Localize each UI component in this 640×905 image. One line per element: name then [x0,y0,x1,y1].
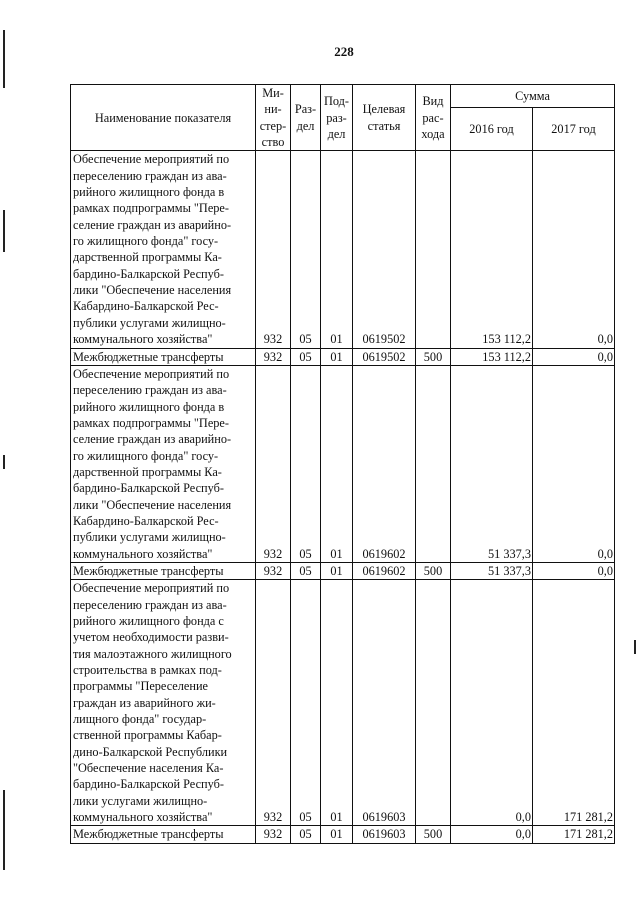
row-expense-type [416,365,451,562]
row-section: 05 [291,562,321,579]
row-expense-type [416,151,451,348]
row-sum-2017: 0,0 [533,365,615,562]
row-expense-type: 500 [416,826,451,843]
row-target: 0619502 [353,348,416,365]
row-section: 05 [291,826,321,843]
row-subsection: 01 [321,365,353,562]
row-target: 0619603 [353,580,416,826]
row-ministry: 932 [256,826,291,843]
table-row [71,365,615,562]
row-sum-2017: 0,0 [533,562,615,579]
header-sum: Сумма [451,85,615,108]
row-ministry: 932 [256,365,291,562]
right-margin-mark [634,640,636,654]
header-subsection: Под- раз- дел [321,85,353,151]
row-subsection: 01 [321,151,353,348]
left-margin-mark [3,455,5,469]
header-target: Целевая статья [353,85,416,151]
row-section: 05 [291,580,321,826]
row-ministry: 932 [256,562,291,579]
row-expense-type: 500 [416,562,451,579]
header-year-2017: 2017 год [533,108,615,151]
row-sum-2016: 153 112,2 [451,151,533,348]
row-sum-2016: 0,0 [451,826,533,843]
row-name: Межбюджетные трансферты [71,826,256,843]
row-sum-2016: 153 112,2 [451,348,533,365]
row-expense-type: 500 [416,348,451,365]
row-sum-2016: 51 337,3 [451,562,533,579]
table-row [71,348,615,365]
table-row [71,562,615,579]
row-sum-2017: 0,0 [533,348,615,365]
row-sum-2017: 171 281,2 [533,580,615,826]
row-ministry: 932 [256,151,291,348]
row-sum-2016: 51 337,3 [451,365,533,562]
row-name: Обеспечение мероприятий по переселению граждан из ава- рийного жилищного фонда с учетом необходимости разви- тия малоэтажного жилищного строительства в рамках под- программы "Переселение граждан из аварийного жи- лищного фонда" государ- ственной программы Кабар- дино-Балкарской Республики "Обеспечение населения Ка- бардино-Балкарской Респуб- лики услугами жилищно- коммунального хозяйства" [71,580,256,826]
row-section: 05 [291,365,321,562]
header-year-2016: 2016 год [451,108,533,151]
row-target: 0619602 [353,365,416,562]
row-target: 0619603 [353,826,416,843]
budget-table [70,84,615,844]
left-margin-mark [3,210,5,252]
row-name: Межбюджетные трансферты [71,348,256,365]
table-row [71,580,615,826]
row-sum-2016: 0,0 [451,580,533,826]
row-subsection: 01 [321,580,353,826]
row-subsection: 01 [321,826,353,843]
header-name: Наименование показателя [71,85,256,151]
row-target: 0619602 [353,562,416,579]
header-expense-type: Вид рас- хода [416,85,451,151]
row-section: 05 [291,151,321,348]
header-ministry: Ми- ни- стер- ство [256,85,291,151]
row-sum-2017: 171 281,2 [533,826,615,843]
table-row [71,151,615,348]
row-ministry: 932 [256,348,291,365]
left-margin-mark [3,790,5,870]
header-section: Раз- дел [291,85,321,151]
row-target: 0619502 [353,151,416,348]
row-expense-type [416,580,451,826]
table-row [71,826,615,843]
row-sum-2017: 0,0 [533,151,615,348]
row-name: Обеспечение мероприятий по переселению граждан из ава- рийного жилищного фонда в рамках подпрограммы "Пере- селение граждан из аварийно- го жилищного фонда" госу- дарственной программы Ка- бардино-Балкарской Респуб- лики "Обеспечение населения Кабардино-Балкарской Рес- публики услугами жилищно- коммунального хозяйства" [71,365,256,562]
row-subsection: 01 [321,348,353,365]
page-number: 228 [334,44,354,59]
row-ministry: 932 [256,580,291,826]
row-subsection: 01 [321,562,353,579]
row-name: Обеспечение мероприятий по переселению граждан из ава- рийного жилищного фонда в рамках подпрограммы "Пере- селение граждан из аварийно- го жилищного фонда" госу- дарственной программы Ка- бардино-Балкарской Респуб- лики "Обеспечение населения Кабардино-Балкарской Рес- публики услугами жилищно- коммунального хозяйства" [71,151,256,348]
row-section: 05 [291,348,321,365]
left-margin-mark [3,30,5,88]
row-name: Межбюджетные трансферты [71,562,256,579]
